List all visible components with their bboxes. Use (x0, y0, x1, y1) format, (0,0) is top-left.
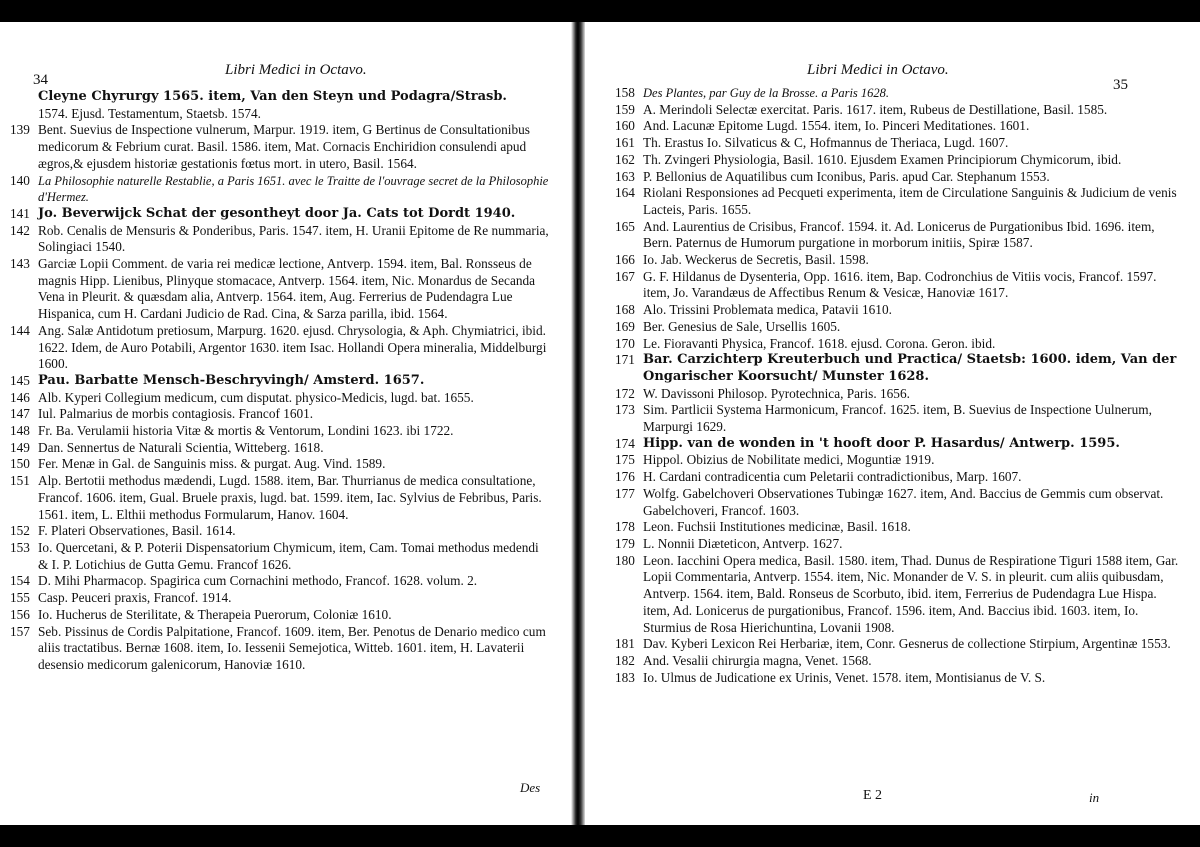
entry-text: And. Laurentius de Crisibus, Francof. 1594. it. Ad. Lonicerus de Purgationibus Ibid. 1696. item, Bern. Paternus de Humorum purgatione in morborum initiis, Spiræ 1587. (643, 218, 1155, 251)
catalog-entry (10, 440, 550, 457)
entry-text: Hipp. van de wonden in 't hooft door P. Hasardus/ Antwerp. 1595. (643, 435, 1120, 451)
entry-text: Alb. Kyperi Collegium medicum, cum disputat. physico-Medicis, lugd. bat. 1655. (38, 389, 474, 405)
catalog-entry (10, 624, 550, 674)
entry-text: Io. Ulmus de Judicatione ex Urinis, Venet. 1578. item, Montisianus de V. S. (643, 669, 1046, 685)
entry-number: 181 (615, 636, 635, 652)
entry-number: 178 (615, 519, 635, 535)
right-page (585, 22, 1200, 825)
catalog-entry (615, 85, 1180, 102)
entry-number: 145 (10, 372, 30, 388)
entry-text: And. Lacunæ Epitome Lugd. 1554. item, Io. Pinceri Meditationes. 1601. (643, 118, 1030, 134)
entry-number: 155 (10, 590, 30, 606)
entry-text: And. Vesalii chirurgia magna, Venet. 1568. (643, 652, 872, 668)
entry-text: Garciæ Lopii Comment. de varia rei medicæ lectione, Antverp. 1594. item, Bal. Ronsseus de magnis Hipp. Lienibus, Plinyque stomacace, Antverp. 1564. item, Nic. Monardus de Secanda Vena in Pleurit. & quæsdam alia, Antverp. 1564. item, Aug. Ferrerius de Pudendagra Lue Hispanica, cum H. Cardani Judicio de Rad. Cina, & Sarza parilla, ibid. 1564. (38, 256, 536, 322)
catalog-entry (10, 390, 550, 407)
entry-text: Alp. Bertotii methodus mædendi, Lugd. 1588. item, Bar. Thurrianus de medica consultatione, Francof. 1606. item, Gual. Bruele praxis, lugd. bat. 1599. item, Iac. Sylvius de Febribus, Paris. 1561. item, L. Elthii methodus Formularum, Hanov. 1604. (38, 473, 542, 522)
entry-number: 154 (10, 573, 30, 589)
catalog-entry (615, 452, 1180, 469)
catalog-entry (615, 336, 1180, 353)
catalog-entry (10, 223, 550, 256)
catalog-entry (615, 169, 1180, 186)
entry-text: D. Mihi Pharmacop. Spagirica cum Cornachini methodo, Francof. 1628. volum. 2. (38, 573, 478, 589)
catalog-entry (10, 473, 550, 523)
entry-text: Fr. Ba. Verulamii historia Vitæ & mortis & Ventorum, Londini 1623. ibi 1722. (38, 423, 454, 439)
entry-number: 168 (615, 302, 635, 318)
entry-text: Th. Erastus Io. Silvaticus & C, Hofmannus de Theriaca, Lugd. 1607. (643, 135, 1009, 151)
entry-text: Pau. Barbatte Mensch-Beschryvingh/ Amsterd. 1657. (38, 372, 425, 388)
catalog-entry (615, 185, 1180, 218)
entry-text: Io. Jab. Weckerus de Secretis, Basil. 1598. (643, 252, 869, 268)
catalog-entry (615, 536, 1180, 553)
entry-number: 171 (615, 352, 635, 368)
page-number: 34 (33, 72, 48, 88)
entry-text: Dan. Sennertus de Naturali Scientia, Witteberg. 1618. (38, 439, 324, 455)
catalog-entry (615, 219, 1180, 252)
entry-text: A. Merindoli Selectæ exercitat. Paris. 1617. item, Rubeus de Destillatione, Basil. 1585. (643, 101, 1108, 117)
entry-text: Th. Zvingeri Physiologia, Basil. 1610. Ejusdem Examen Principiorum Chymicorum, ibid. (643, 151, 1122, 167)
entry-number: 158 (615, 85, 635, 100)
catalog-entry (615, 553, 1180, 637)
entry-number: 176 (615, 469, 635, 485)
catalog-entry (10, 122, 550, 172)
entry-number: 149 (10, 439, 30, 455)
entry-number: 153 (10, 539, 30, 555)
entry-number: 172 (615, 385, 635, 401)
entry-number: 146 (10, 389, 30, 405)
entry-number: 166 (615, 252, 635, 268)
entry-text: Casp. Peuceri praxis, Francof. 1914. (38, 590, 232, 606)
catalog-entry (615, 269, 1180, 302)
catalog-entry (615, 135, 1180, 152)
catalog-entry (10, 373, 550, 390)
entry-text: H. Cardani contradicentia cum Peletarii contradictionibus, Marp. 1607. (643, 469, 1022, 485)
entry-text: Ang. Salæ Antidotum pretiosum, Marpurg. 1620. ejusd. Chrysologia, & Aph. Chymiatrici, ibid. 1622. Idem, de Auro Potabili, Argentor 1630. item Isac. Hollandi Opera mineralia, Middelburgi 1600. (38, 322, 547, 372)
entry-number: 163 (615, 168, 635, 184)
entry-number: 167 (615, 268, 635, 284)
page-number: 35 (1113, 77, 1128, 93)
catalog-entry (10, 323, 550, 373)
entry-text: Leon. Iacchini Opera medica, Basil. 1580. item, Thad. Dunus de Respiratione Tiguri 1588 item, Gar. Lopii Commentaria, Antverp. 1554. item, Nic. Monander de V. S. in pleurit. cum aliis quibusdam, Antverp. 1564. item, Bald. Ronseus de Scorbuto, ibid. item, Ferrerius de Pudendagra Lue Hispa. item, Ad. Lonicerus de purgationibus, Francof. 1596. item, And. Baccius ibid. 1603. item, Io. Sturmius de Rosa Hierichuntina, Lovanii 1908. (643, 552, 1179, 635)
entry-text: P. Bellonius de Aquatilibus cum Iconibus, Paris. apud Car. Stephanum 1553. (643, 168, 1050, 184)
entry-number: 165 (615, 218, 635, 234)
entry-number: 179 (615, 535, 635, 551)
entry-number: 161 (615, 135, 635, 151)
entry-text: Sim. Partlicii Systema Harmonicum, Francof. 1625. item, B. Suevius de Inspectione Uulnerum, Marpurgi 1629. (643, 402, 1152, 435)
catalog-entry (10, 256, 550, 323)
entry-text: 1574. Ejusd. Testamentum, Staetsb. 1574. (38, 105, 262, 121)
catalog-entry (10, 523, 550, 540)
catalog-entry (615, 519, 1180, 536)
catalog-entry (615, 636, 1180, 653)
entry-number (10, 106, 38, 123)
entry-number: 157 (10, 623, 30, 639)
catalog-entry (615, 152, 1180, 169)
book-scan (0, 22, 1200, 825)
entry-text: Wolfg. Gabelchoveri Observationes Tubingæ 1627. item, And. Baccius de Gemmis cum observat. Gabelchoveri, Francof. 1603. (643, 485, 1164, 518)
left-page (0, 22, 571, 825)
entry-number: 139 (10, 122, 30, 138)
catalog-entry (615, 302, 1180, 319)
catalog-entry (615, 252, 1180, 269)
entry-text: La Philosophie naturelle Restablie, a Paris 1651. avec le Traitte de l'ouvrage secret de la Philosophie d'Hermez. (38, 173, 549, 205)
catchword: Des (520, 780, 541, 795)
entry-text: Io. Hucherus de Sterilitate, & Therapeia Puerorum, Coloniæ 1610. (38, 606, 392, 622)
entry-text: Jo. Beverwijck Schat der gesontheyt door Ja. Cats tot Dordt 1940. (38, 205, 516, 221)
entry-text: Des Plantes, par Guy de la Brosse. a Paris 1628. (643, 86, 890, 100)
entry-text: W. Davissoni Philosop. Pyrotechnica, Paris. 1656. (643, 385, 910, 401)
catalog-entry (615, 386, 1180, 403)
catalog-entry (10, 206, 550, 223)
entry-text: G. F. Hildanus de Dysenteria, Opp. 1616. item, Bap. Codronchius de Vitiis vocis, Francof. 1597. item, Jo. Varandæus de Affectibus Renum & Vesicæ, Hanoviæ 1617. (643, 268, 1157, 301)
entry-number: 147 (10, 406, 30, 422)
entry-number: 160 (615, 118, 635, 134)
entry-text: Cleyne Chyrurgy 1565. item, Van den Steyn und Podagra/Strasb. (38, 89, 507, 104)
entry-number: 162 (615, 151, 635, 167)
entry-number: 148 (10, 423, 30, 439)
catalog-entry (10, 423, 550, 440)
catalog-entry (10, 89, 550, 106)
entry-number: 150 (10, 456, 30, 472)
catalog-entry (615, 469, 1180, 486)
catalog-entry (615, 653, 1180, 670)
catalog-entry (615, 319, 1180, 336)
entry-text: Fer. Menæ in Gal. de Sanguinis miss. & purgat. Aug. Vind. 1589. (38, 456, 386, 472)
entry-text: Iul. Palmarius de morbis contagiosis. Francof 1601. (38, 406, 314, 422)
entry-text: Riolani Responsiones ad Pecqueti experimenta, item de Circulatione Sanguinis & Judicium de venis Lacteis, Paris. 1655. (643, 185, 1177, 217)
catalog-entry (10, 540, 550, 573)
entry-text: Bar. Carzichterp Kreuterbuch und Practica/ Staetsb: 1600. idem, Van der Ongarischer Koorsucht/ Munster 1628. (643, 352, 1177, 384)
entry-number: 143 (10, 256, 30, 272)
entry-number: 182 (615, 652, 635, 668)
entry-number: 144 (10, 322, 30, 338)
entry-text: Alo. Trissini Problemata medica, Patavii 1610. (643, 302, 892, 318)
entry-number (10, 89, 38, 106)
entry-number: 173 (615, 402, 635, 418)
catalog-entry (615, 402, 1180, 435)
signature-mark: E 2 (863, 788, 883, 803)
catalog-entry (615, 436, 1180, 453)
entry-number: 177 (615, 485, 635, 501)
entry-text: Dav. Kyberi Lexicon Rei Herbariæ, item, Conr. Gesnerus de collectione Stirpium, Argentinæ 1553. (643, 636, 1171, 652)
entry-list (615, 85, 1180, 686)
running-head: Libri Medici in Octavo. (807, 62, 949, 78)
entry-number: 169 (615, 318, 635, 334)
entry-number: 183 (615, 669, 635, 685)
entry-text: Ber. Genesius de Sale, Ursellis 1605. (643, 318, 841, 334)
entry-text: Rob. Cenalis de Mensuris & Ponderibus, Paris. 1547. item, H. Uranii Epitome de Re nummaria, Solingiaci 1540. (38, 222, 549, 255)
entry-text: Leon. Fuchsii Institutiones medicinæ, Basil. 1618. (643, 519, 911, 535)
entry-number: 156 (10, 606, 30, 622)
entry-text: Hippol. Obizius de Nobilitate medici, Moguntiæ 1919. (643, 452, 935, 468)
entry-number: 151 (10, 473, 30, 489)
entry-number: 159 (615, 101, 635, 117)
entry-number: 180 (615, 552, 635, 568)
entry-text: Seb. Pissinus de Cordis Palpitatione, Francof. 1609. item, Ber. Penotus de Denario medico cum aliis tractatibus. Bernæ 1608. item, Io. Iessenii Semejotica, Witteb. 1601. item, H. Lavaterii desensio medicorum galenicorum, Hanoviæ 1610. (38, 623, 546, 672)
entry-number: 141 (10, 205, 30, 221)
catalog-entry (10, 456, 550, 473)
catalog-entry (10, 573, 550, 590)
catalog-entry (615, 118, 1180, 135)
entry-number: 142 (10, 222, 30, 238)
entry-list (10, 89, 550, 674)
catalog-entry (10, 590, 550, 607)
catchword: in (1089, 790, 1100, 805)
entry-number: 174 (615, 435, 635, 451)
entry-text: L. Nonnii Diæteticon, Antverp. 1627. (643, 535, 843, 551)
catalog-entry (10, 607, 550, 624)
catalog-entry (615, 486, 1180, 519)
catalog-entry (10, 406, 550, 423)
catalog-entry (10, 173, 550, 206)
entry-number: 164 (615, 185, 635, 201)
catalog-entry (615, 670, 1180, 687)
catalog-entry (10, 106, 550, 123)
entry-text: Io. Quercetani, & P. Poterii Dispensatorium Chymicum, item, Cam. Tomai methodus medendi & I. P. Lotichius de Gutta Gemu. Francof 1626. (38, 539, 539, 572)
catalog-entry (615, 102, 1180, 119)
entry-text: Le. Fioravanti Physica, Francof. 1618. ejusd. Corona. Geron. ibid. (643, 335, 996, 351)
catalog-entry (615, 352, 1180, 385)
entry-text: F. Plateri Observationes, Basil. 1614. (38, 523, 236, 539)
entry-number: 152 (10, 523, 30, 539)
entry-number: 140 (10, 172, 30, 188)
entry-text: Bent. Suevius de Inspectione vulnerum, Marpur. 1919. item, G Bertinus de Consultationibus medicorum & Febrium curat. Basil. 1586. item, Mat. Cornacis Enchiridion consulendi apud ægros,& ejusdem historiæ gestationis fœtus mort. in utero, Basil. 1564. (38, 122, 530, 171)
running-head: Libri Medici in Octavo. (225, 62, 367, 78)
entry-number: 175 (615, 452, 635, 468)
book-gutter (571, 22, 585, 825)
entry-number: 170 (615, 335, 635, 351)
